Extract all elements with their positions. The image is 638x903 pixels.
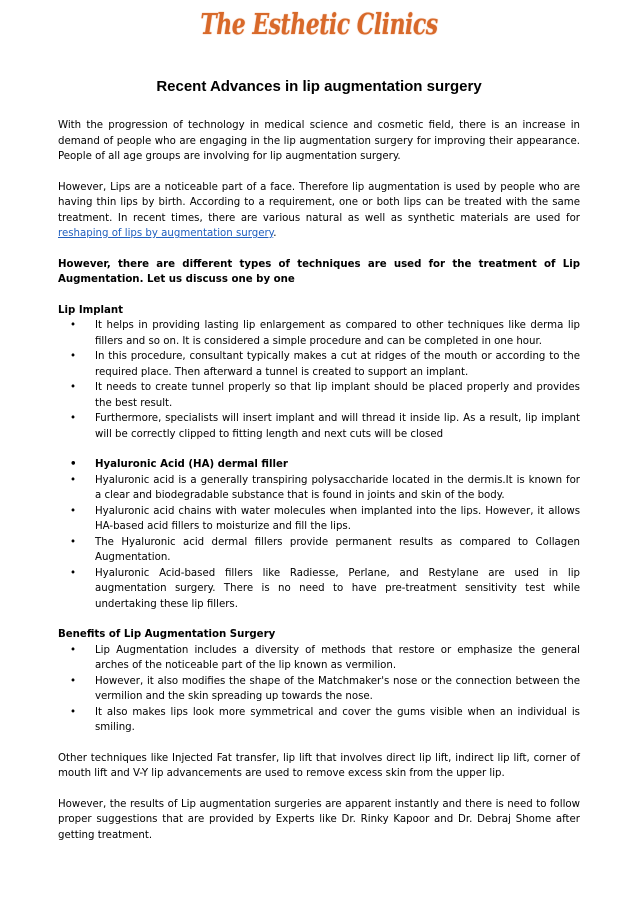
lips-paragraph-end: .: [273, 228, 277, 239]
other-techniques-paragraph: Other techniques like Injected Fat transfer, lip lift that involves direct lip lift, indirect lip lift, corner of mouth lift and V-Y lip advancements are used to remove excess skin from the upper lip.: [58, 752, 580, 779]
benefits-heading: Benefits of Lip Augmentation Surgery: [58, 629, 276, 640]
list-item: • Hyaluronic Acid-based fillers like Radiesse, Perlane, and Restylane are used in lip augmentation surgery. There is no need to have pre-treatment sensitivity test while undertaking these lip fillers.: [58, 566, 580, 613]
benefits-list: [58, 643, 580, 736]
list-item: • It needs to create tunnel properly so that lip implant should be placed properly and provides the best result.: [58, 380, 580, 411]
lips-paragraph-text: However, Lips are a noticeable part of a face. Therefore lip augmentation is used by people who are having thin lips by birth. According to a requirement, one or both lips can be treated with the same treatment. In recent times, there are various natural as well as synthetic materials are used for: [58, 181, 580, 224]
clinic-logo: [0, 8, 638, 42]
lip-implant-list: [58, 318, 580, 442]
reshaping-lips-link[interactable]: reshaping of lips by augmentation surgery: [58, 228, 274, 239]
list-item: • Furthermore, specialists will insert implant and will thread it inside lip. As a result, lip implant will be correctly clipped to fitting length and next cuts will be closed: [58, 411, 580, 442]
list-item: • However, it also modifies the shape of the Matchmaker's nose or the connection between the vermilion and the skin spreading up towards the nose.: [58, 674, 580, 705]
list-item: • Hyaluronic acid is a generally transpiring polysaccharide located in the dermis.It is known for a clear and biodegradable substance that is found in joints and skin of the body.: [58, 473, 580, 504]
list-item: • The Hyaluronic acid dermal fillers provide permanent results as compared to Collagen Augmentation.: [58, 535, 580, 566]
techniques-intro: However, there are different types of techniques are used for the treatment of Lip Augmentation. Let us discuss one by one: [58, 258, 580, 285]
page-title: Recent Advances in lip augmentation surgery: [156, 78, 482, 95]
list-item: • In this procedure, consultant typically makes a cut at ridges of the mouth or according to the required place. Then afterward a tunnel is created to support an implant.: [58, 349, 580, 380]
ha-filler-heading: • Hyaluronic Acid (HA) dermal filler: [58, 457, 580, 473]
lips-paragraph: [58, 180, 580, 242]
closing-paragraph: However, the results of Lip augmentation surgeries are apparent instantly and there is need to follow proper suggestions that are provided by Experts like Dr. Rinky Kapoor and Dr. Debraj Shome after getting treatment.: [58, 798, 580, 841]
lip-implant-heading: Lip Implant: [58, 304, 124, 316]
article-body: [58, 118, 580, 858]
logo-text: The Esthetic Clinics: [200, 8, 438, 42]
list-item: • Hyaluronic acid chains with water molecules when implanted into the lips. However, it allows HA-based acid fillers to moisturize and fill the lips.: [58, 504, 580, 535]
list-item: • Lip Augmentation includes a diversity of methods that restore or emphasize the general arches of the noticeable part of the lip known as vermilion.: [58, 643, 580, 674]
list-item: • It helps in providing lasting lip enlargement as compared to other techniques like derma lip fillers and so on. It is considered a simple procedure and can be completed in one hour.: [58, 318, 580, 349]
intro-paragraph: With the progression of technology in medical science and cosmetic field, there is an increase in demand of people who are engaging in the lip augmentation surgery for improving their appearance. People of all age groups are involving for lip augmentation surgery.: [58, 120, 580, 162]
list-item: • It also makes lips look more symmetrical and cover the gums visible when an individual is smiling.: [58, 705, 580, 736]
ha-filler-list: [58, 457, 580, 612]
